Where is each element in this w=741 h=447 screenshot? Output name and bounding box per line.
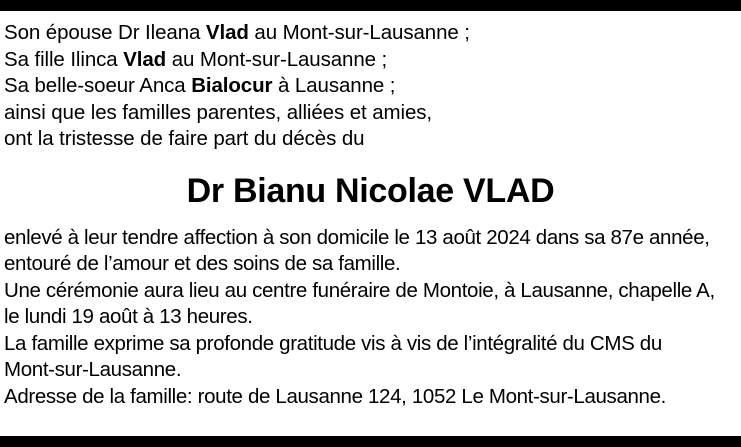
top-rule [0,0,741,11]
notice-content [0,11,741,436]
survivor-surname: Vlad [205,21,249,44]
survivor-prefix: Sa belle-soeur Anca [4,74,192,97]
survivor-line [4,47,737,74]
survivor-line [4,73,737,100]
bottom-rule [0,436,741,447]
deceased-name: Dr Bianu Nicolae VLAD [186,171,555,210]
survivor-suffix: à Lausanne ; [272,74,396,97]
survivor-suffix: au Mont-sur-Lausanne ; [248,21,470,44]
survivor-suffix: au Mont-sur-Lausanne ; [166,47,388,71]
body-line: entouré de l’amour et des soins de sa famille. [4,252,401,275]
survivor-prefix: Sa fille Ilinca [4,47,124,71]
survivor-surname: Bialocur [191,74,273,97]
body-line: le lundi 19 août à 13 heures. [4,305,253,328]
survivor-line [4,20,737,47]
survivor-prefix: Son épouse Dr Ileana [4,21,206,44]
survivor-surname: Vlad [123,47,167,71]
announcement-line: ont la tristesse de faire part du décès du [4,127,365,150]
body-line: enlevé à leur tendre affection à son domicile le 13 août 2024 dans sa 87e année, [4,225,710,249]
body-line: Une cérémonie aura lieu au centre funéraire de Montoie, à Lausanne, chapelle A, [4,278,715,302]
body-line: Adresse de la famille: route de Lausanne 124, 1052 Le Mont-sur-Lausanne. [4,384,667,408]
body-line: Mont-sur-Lausanne. [4,358,182,381]
body-line: La famille exprime sa profonde gratitude vis à vis de l’intégralité du CMS du [4,331,662,355]
families-line: ainsi que les familles parentes, alliées et amies, [4,100,432,124]
